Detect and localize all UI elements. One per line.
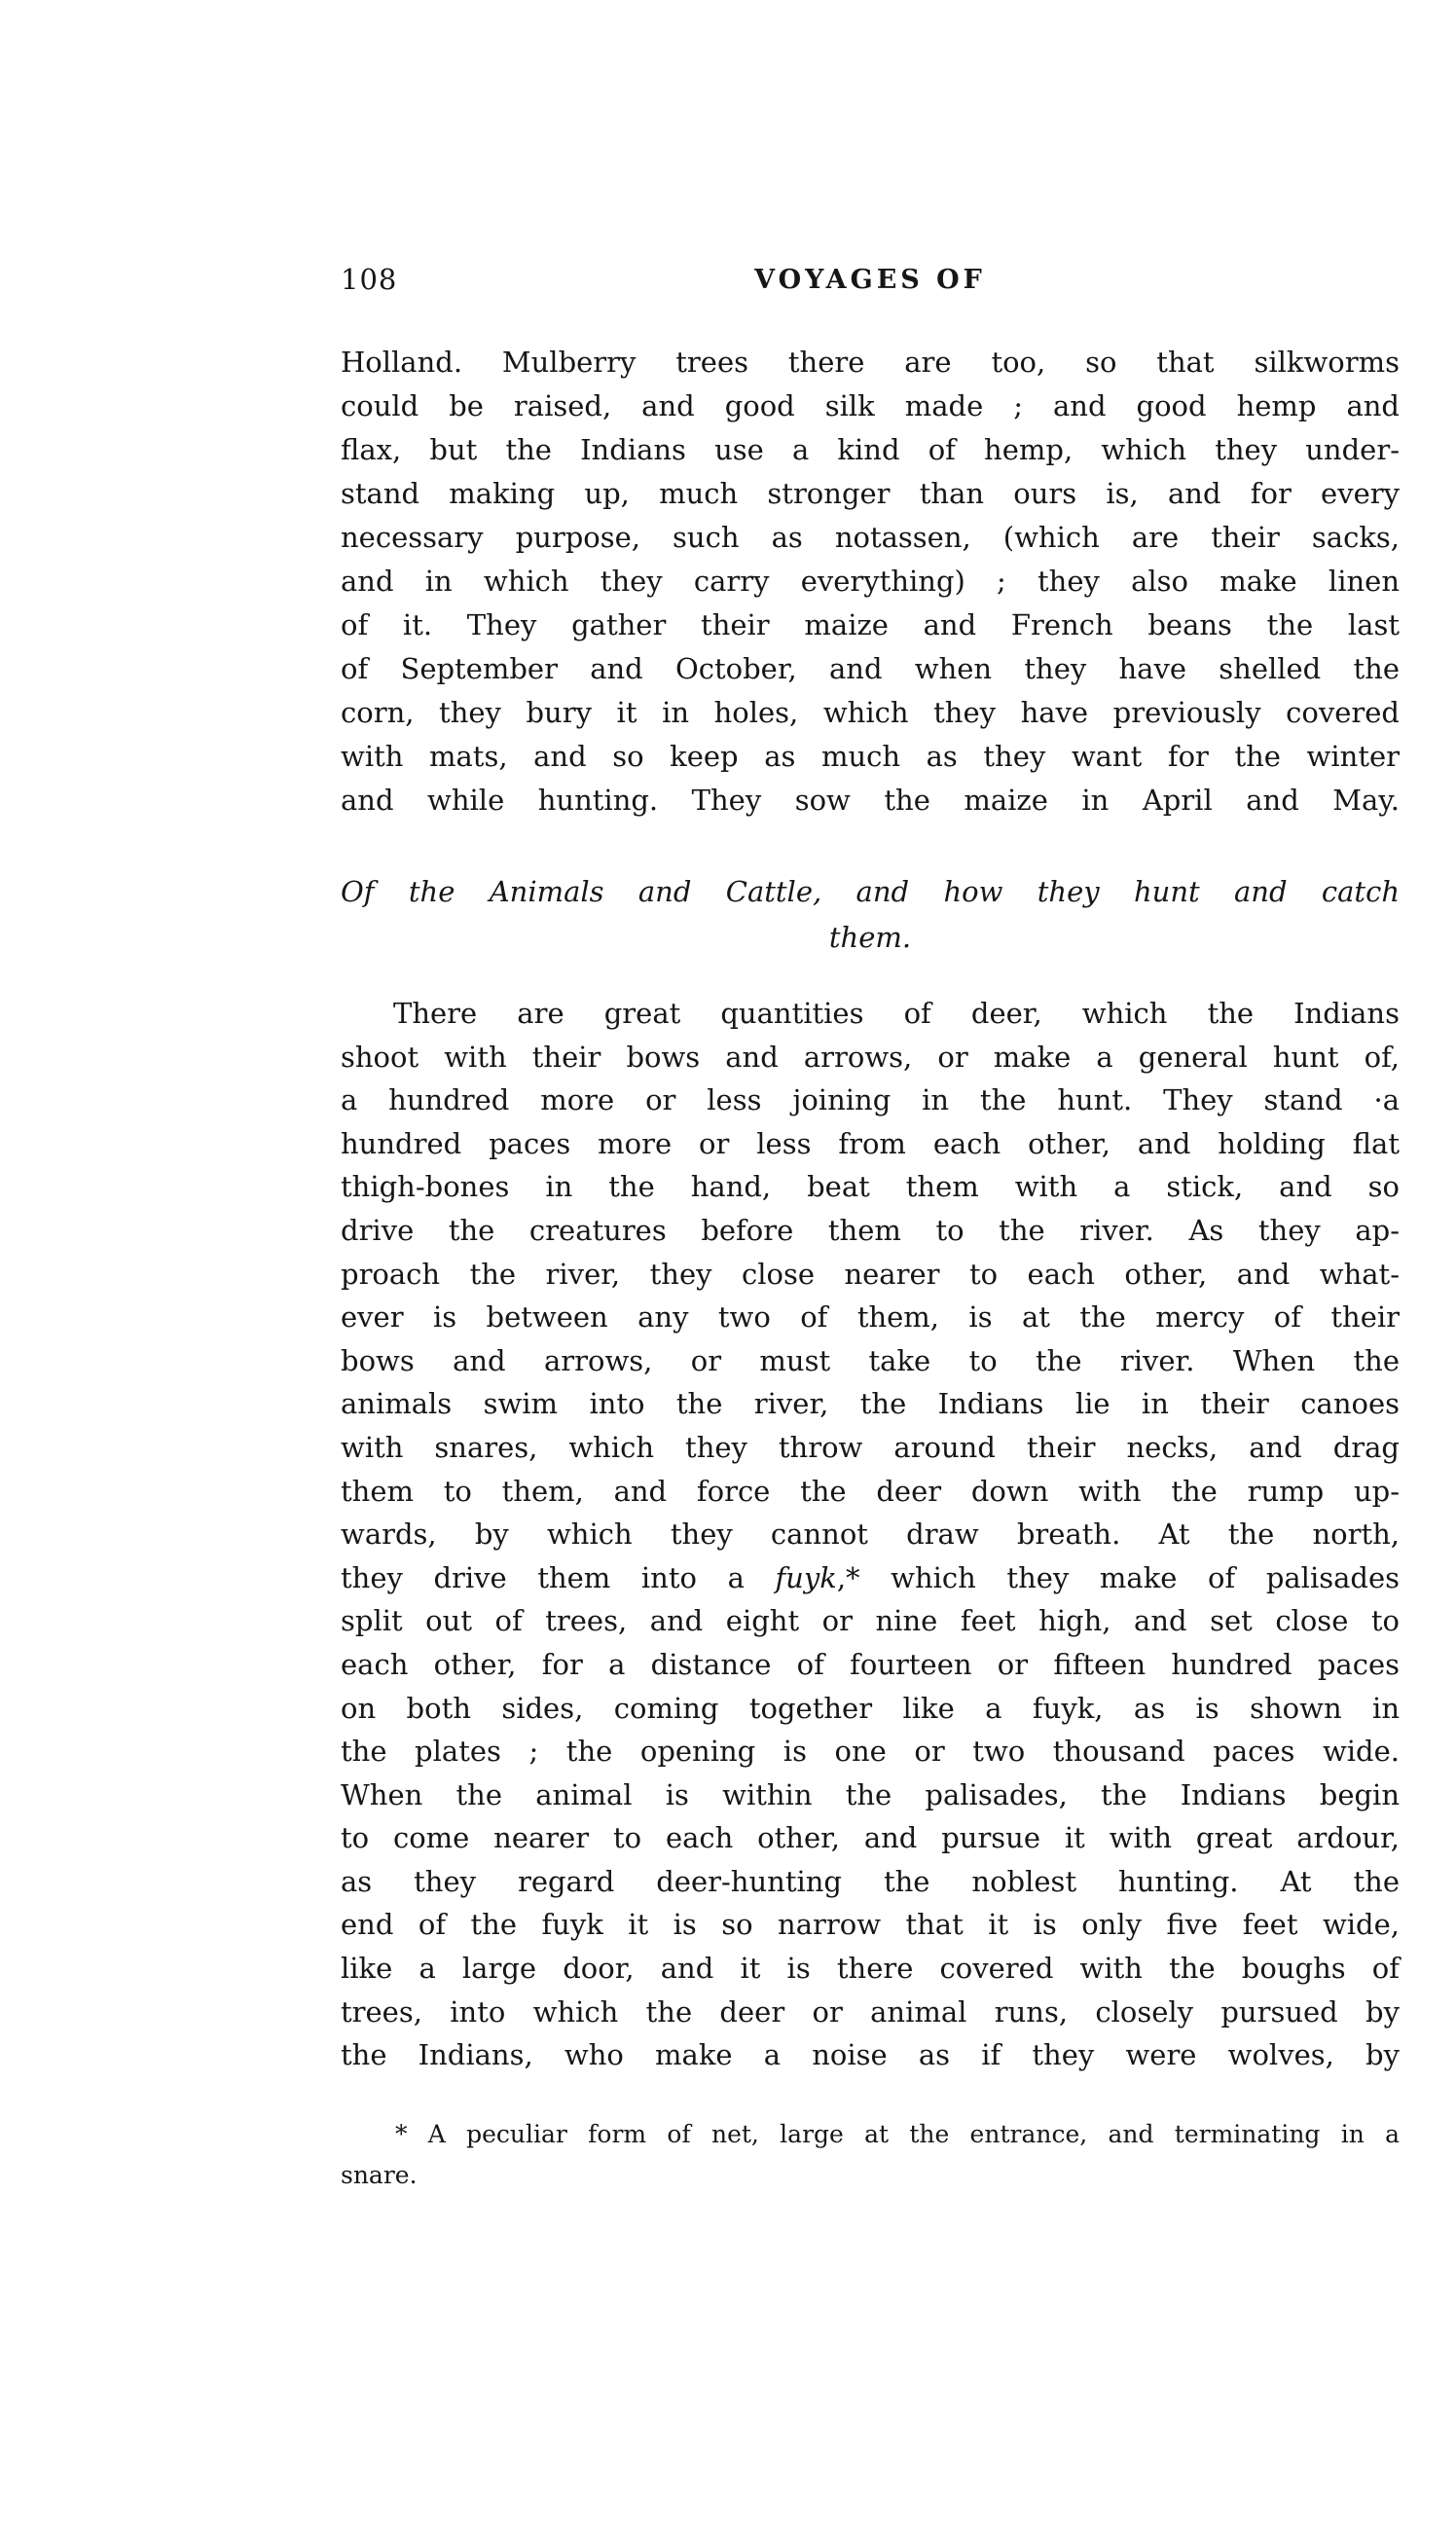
text-line: Holland. Mulberry trees there are too, so that silkworms <box>341 346 1400 379</box>
footnote <box>341 2114 1400 2196</box>
section-heading <box>341 869 1400 961</box>
text-line: shoot with their bows and arrows, or make a general hunt of, <box>341 1040 1400 1074</box>
fuyk-line-pre: they drive them into a <box>341 1560 776 1594</box>
text-line: thigh-bones in the hand, beat them with a stick, and so <box>341 1170 1400 1204</box>
text-line: drive the creatures before them to the river. As they ap- <box>341 1213 1400 1247</box>
text-line: trees, into which the deer or animal runs, closely pursued by <box>341 1994 1400 2029</box>
fuyk-line-post: ,* which they make of palisades <box>836 1560 1400 1594</box>
text-line: a hundred more or less joining in the hunt. They stand ·a <box>341 1083 1400 1117</box>
footnote-line-2: snare. <box>341 2161 418 2189</box>
text-line: wards, by which they cannot draw breath. At the north, <box>341 1517 1400 1552</box>
text-line: each other, for a distance of fourteen or fifteen hundred paces <box>341 1647 1400 1681</box>
text-line: hundred paces more or less from each other, and holding flat <box>341 1126 1400 1160</box>
intro-paragraph <box>341 341 1400 823</box>
text-line: split out of trees, and eight or nine feet high, and set close to <box>341 1604 1400 1638</box>
text-line: necessary purpose, such as notassen, (which are their sacks, <box>341 521 1400 554</box>
text-line: on both sides, coming together like a fuyk, as is shown in <box>341 1691 1400 1725</box>
footnote-line-1: * A peculiar form of net, large at the entrance, and terminating in a <box>395 2120 1400 2148</box>
text-line: end of the fuyk it is so narrow that it is only five feet wide, <box>341 1908 1400 1942</box>
text-line: of September and October, and when they have shelled the <box>341 652 1400 685</box>
text-line: When the animal is within the palisades, the Indians begin <box>341 1777 1400 1811</box>
text-line: flax, but the Indians use a kind of hemp, which they under- <box>341 433 1400 466</box>
text-line: and in which they carry everything) ; they also make linen <box>341 565 1400 598</box>
page-number: 108 <box>341 263 398 296</box>
heading-line-2: them. <box>828 921 912 954</box>
text-line: with mats, and so keep as much as they want for the winter <box>341 740 1400 773</box>
text-line-with-fuyk <box>341 1556 1400 1600</box>
text-line: stand making up, much stronger than ours is, and for every <box>341 477 1400 510</box>
text-line: and while hunting. They sow the maize in April and May. <box>341 784 1400 817</box>
text-line: them to them, and force the deer down with the rump up- <box>341 1474 1400 1508</box>
page-header <box>341 261 1400 302</box>
text-line: proach the river, they close nearer to each other, and what- <box>341 1257 1400 1291</box>
running-head-title: VOYAGES OF <box>754 265 986 295</box>
text-line: bows and arrows, or must take to the river. When the <box>341 1343 1400 1377</box>
text-line: could be raised, and good silk made ; and good hemp and <box>341 389 1400 422</box>
text-line: the Indians, who make a noise as if they were wolves, by <box>341 2038 1400 2072</box>
text-line: ever is between any two of them, is at the mercy of their <box>341 1300 1400 1335</box>
hunting-paragraph <box>341 992 1400 2077</box>
text-line: corn, they bury it in holes, which they have previously covered <box>341 696 1400 729</box>
text-line: of it. They gather their maize and French beans the last <box>341 608 1400 641</box>
heading-line-1: Of the Animals and Cattle, and how they hunt and catch <box>341 875 1400 908</box>
fuyk-term: fuyk <box>775 1560 837 1594</box>
text-line: as they regard deer-hunting the noblest hunting. At the <box>341 1864 1400 1898</box>
text-line: like a large door, and it is there covered with the boughs of <box>341 1952 1400 1986</box>
text-line: animals swim into the river, the Indians lie in their canoes <box>341 1387 1400 1421</box>
text-line: to come nearer to each other, and pursue it with great ardour, <box>341 1821 1400 1855</box>
text-line: the plates ; the opening is one or two thousand paces wide. <box>341 1735 1400 1769</box>
text-line: There are great quantities of deer, which the Indians <box>393 997 1400 1030</box>
text-line: with snares, which they throw around their necks, and drag <box>341 1430 1400 1464</box>
